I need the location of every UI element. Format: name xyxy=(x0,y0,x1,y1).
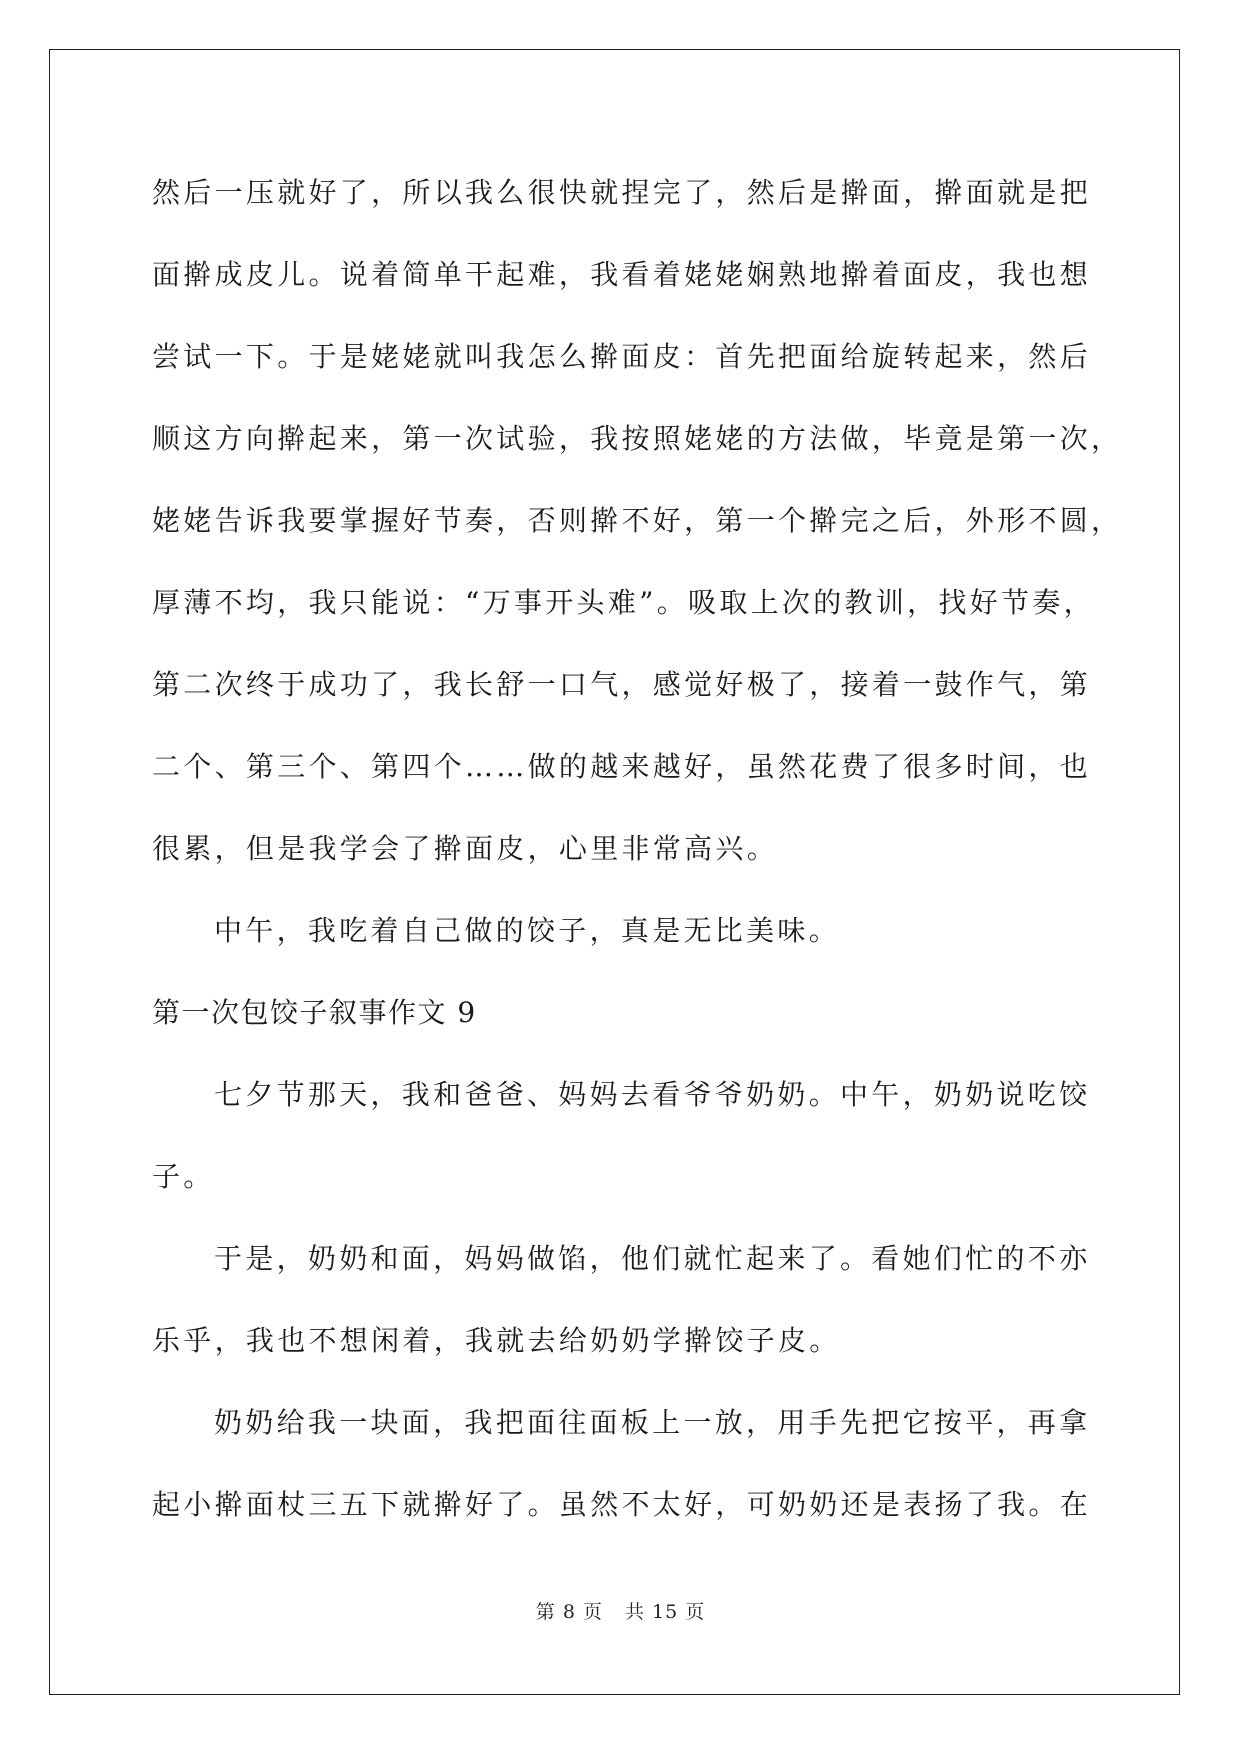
page-number: 第 8 页 xyxy=(535,1601,603,1623)
text-line: 起小擀面杖三五下就擀好了。虽然不太好，可奶奶还是表扬了我。在 xyxy=(152,1488,1092,1521)
text-line: 很累，但是我学会了擀面皮，心里非常高兴。 xyxy=(152,832,779,865)
text-line: 然后一压就好了，所以我么很快就捏完了，然后是擀面，擀面就是把 xyxy=(152,176,1092,209)
text-line: 第二次终于成功了，我长舒一口气，感觉好极了，接着一鼓作气，第 xyxy=(152,668,1092,701)
document-body xyxy=(152,152,1123,1546)
page-total: 共 15 页 xyxy=(624,1601,706,1623)
essay-heading: 第一次包饺子叙事作文 9 xyxy=(152,996,477,1029)
text-line: 姥姥告诉我要掌握好节奏，否则擀不好，第一个擀完之后，外形不圆， xyxy=(152,504,1123,537)
text-line: 二个、第三个、第四个……做的越来越好，虽然花费了很多时间，也 xyxy=(152,750,1092,783)
page-footer xyxy=(0,1597,1241,1624)
text-line: 乐乎，我也不想闲着，我就去给奶奶学擀饺子皮。 xyxy=(152,1324,841,1357)
paragraph-first-line: 七夕节那天，我和爸爸、妈妈去看爷爷奶奶。中午，奶奶说吃饺 xyxy=(214,1078,1091,1111)
paragraph-first-line: 中午，我吃着自己做的饺子，真是无比美味。 xyxy=(214,914,841,947)
text-line: 厚薄不均，我只能说：“万事开头难”。吸取上次的教训，找好节奏， xyxy=(152,586,1095,619)
text-line: 面擀成皮儿。说着简单干起难，我看着姥姥娴熟地擀着面皮，我也想 xyxy=(152,258,1092,291)
text-line: 顺这方向擀起来，第一次试验，我按照姥姥的方法做，毕竟是第一次， xyxy=(152,422,1123,455)
paragraph-first-line: 奶奶给我一块面，我把面往面板上一放，用手先把它按平，再拿 xyxy=(214,1406,1091,1439)
text-line: 子。 xyxy=(152,1160,215,1193)
paragraph-first-line: 于是，奶奶和面，妈妈做馅，他们就忙起来了。看她们忙的不亦 xyxy=(214,1242,1091,1275)
text-line: 尝试一下。于是姥姥就叫我怎么擀面皮：首先把面给旋转起来，然后 xyxy=(152,340,1092,373)
